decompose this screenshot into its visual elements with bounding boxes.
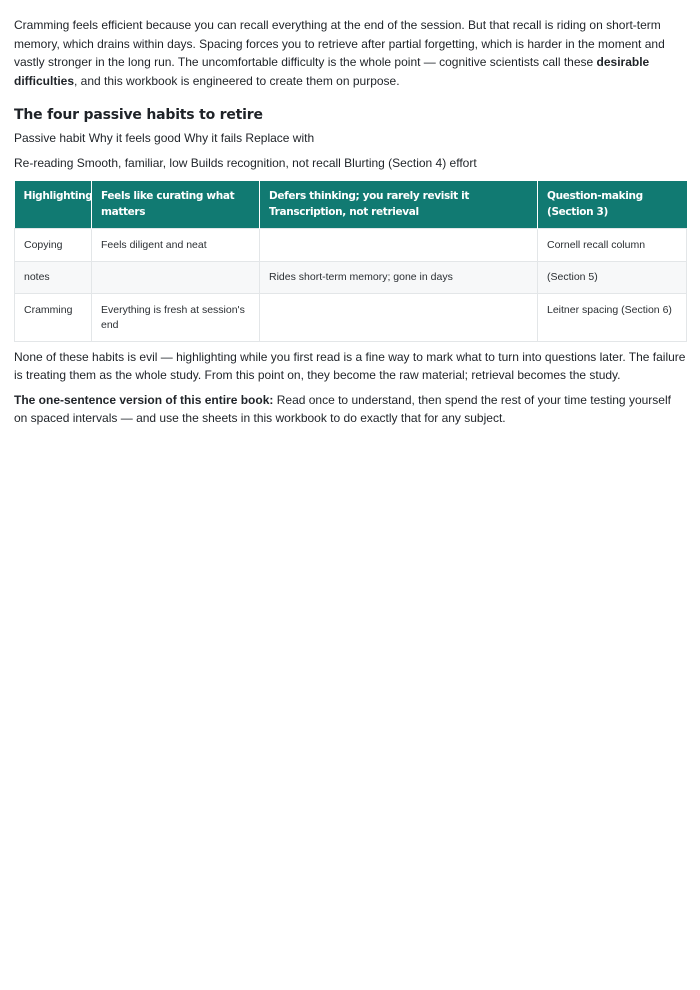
intro-text-2: , and this workbook is engineered to create them on purpose. <box>74 73 400 88</box>
intro-text-1: Cramming feels efficient because you can recall everything at the end of the session. But that recall is riding on short-term memory, which drains within days. Spacing forces you to retrieve after partial forgetting, which is harder in the moment and vastly stronger in the long run. The uncomfortable difficulty is the whole point — cognitive scientists call these <box>14 18 665 69</box>
table-header-cell: Defers thinking; you rarely revisit it Transcription, not retrieval <box>260 181 538 229</box>
table-cell: Copying <box>15 229 92 262</box>
table-cell <box>92 262 260 294</box>
table-cell <box>260 229 538 262</box>
table-row <box>15 262 687 294</box>
intro-bold-term: desirable difficulties <box>14 55 650 88</box>
table-cell: notes <box>15 262 92 294</box>
table-cell: Leitner spacing (Section 6) <box>538 293 687 341</box>
outro-paragraph: None of these habits is evil — highlighting while you first read is a fine way to mark what to turn into questions later. The failure is treating them as the whole study. From this point on, they become the raw material; retrieval becomes the study. <box>14 349 686 382</box>
table-header-cell: Feels like curating what matters <box>92 181 260 229</box>
table-header-cell: Question-making (Section 3) <box>538 181 687 229</box>
table-header-cell: Highlighting <box>15 181 92 229</box>
passive-habits-table <box>14 181 687 342</box>
summary-bold-lead: The one-sentence version of this entire book: <box>14 392 274 407</box>
flattened-table-row-line: Re-reading Smooth, familiar, low Builds recognition, not recall Blurting (Section 4) effort <box>14 156 477 170</box>
table-cell <box>260 293 538 341</box>
flattened-table-header-line: Passive habit Why it feels good Why it fails Replace with <box>14 131 315 145</box>
table-header-row <box>15 181 687 229</box>
table-cell: Cramming <box>15 293 92 341</box>
table-cell: Feels diligent and neat <box>92 229 260 262</box>
table-cell: Rides short-term memory; gone in days <box>260 262 538 294</box>
table-row <box>15 293 687 341</box>
table-row <box>15 229 687 262</box>
table-cell: (Section 5) <box>538 262 687 294</box>
document-page <box>0 0 700 428</box>
table-cell: Cornell recall column <box>538 229 687 262</box>
table-cell: Everything is fresh at session's end <box>92 293 260 341</box>
summary-paragraph <box>14 391 686 428</box>
intro-paragraph <box>14 16 686 90</box>
summary-text: Read once to understand, then spend the rest of your time testing yourself on spaced intervals — and use the sheets in this workbook to do exactly that for any subject. <box>14 392 671 425</box>
section-heading: The four passive habits to retire <box>14 107 263 123</box>
